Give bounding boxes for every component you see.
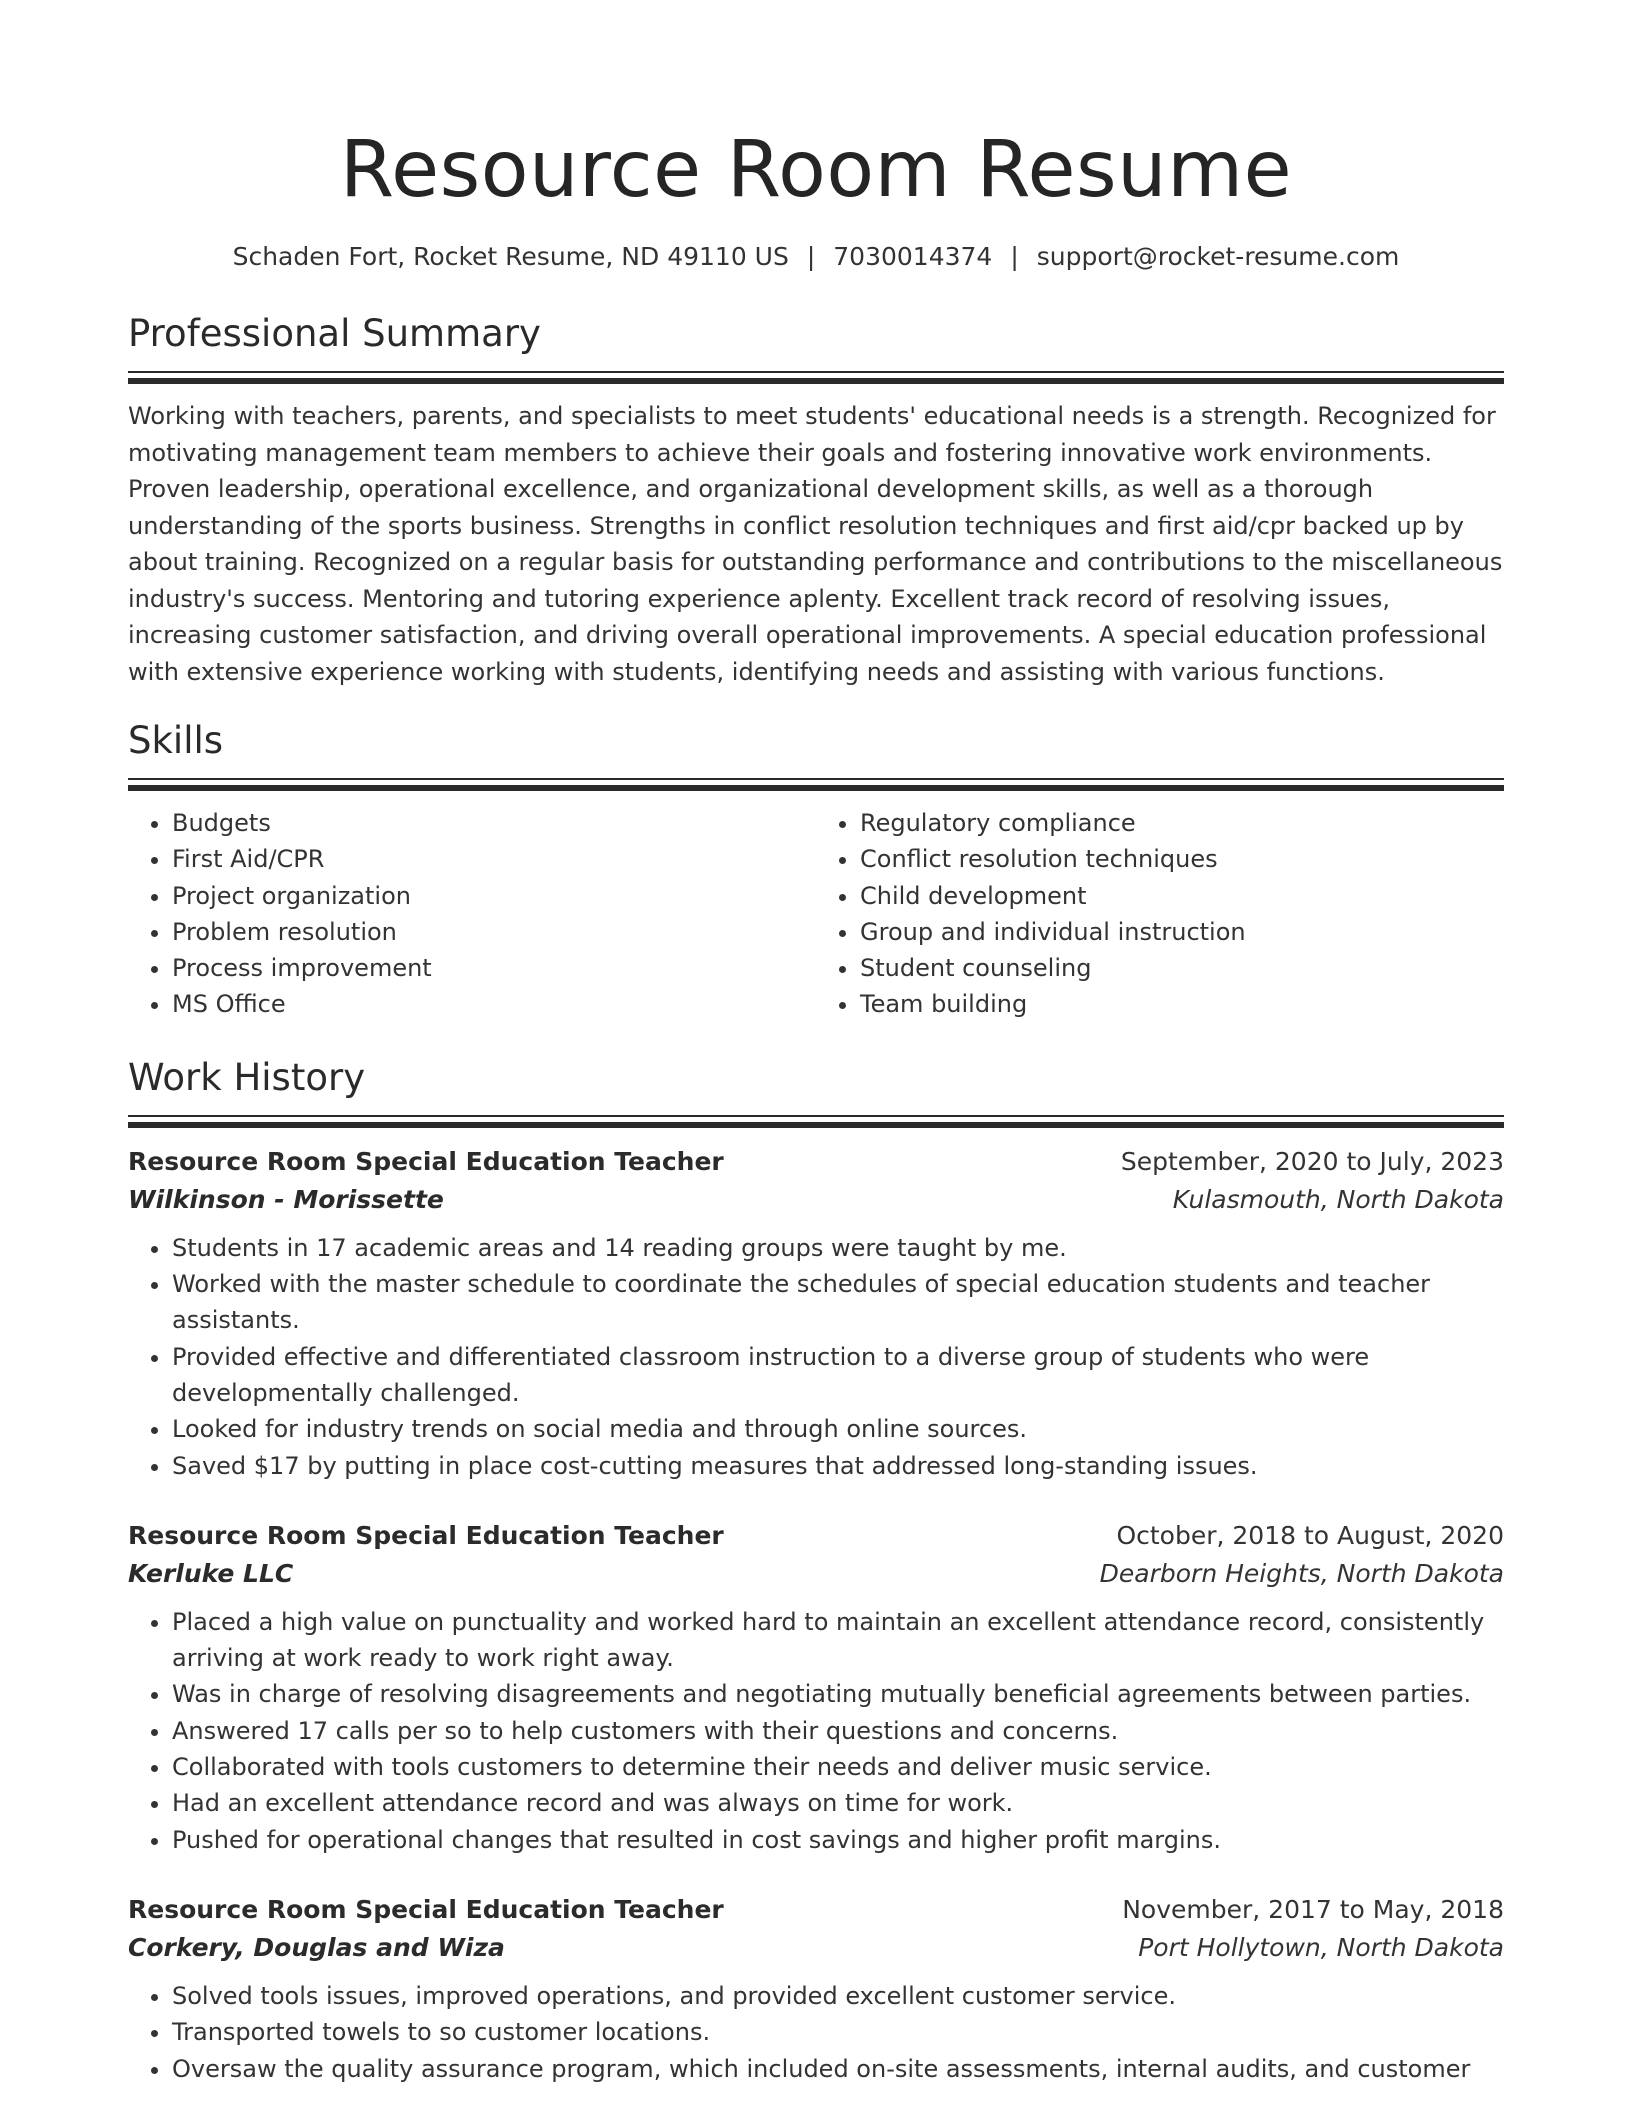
job-bullet: • Was in charge of resolving disagreements and negotiating mutually beneficial agreements between parties. [172,1676,1504,1712]
skill-item: • Project organization [172,878,816,914]
summary-text: Working with teachers, parents, and specialists to meet students' educational needs is a strength. Recognized for motivating management team members to achieve their goals and fostering innovative work environments. Proven leadership, operational excellence, and organizational development skills, as well as a thorough understanding of the sports business. Strengths in conflict resolution techniques and first aid/cpr backed up by about training. Recognized on a regular basis for outstanding performance and contributions to the miscellaneous industry's success. Mentoring and tutoring experience aplenty. Excellent track record of resolving issues, increasing customer satisfaction, and driving overall operational improvements. A special education professional with extensive experience working with students, identifying needs and assisting with various functions. [128,402,1503,686]
skill-item: • Problem resolution [172,914,816,950]
skill-item: • Child development [860,878,1504,914]
skill-item: • Student counseling [860,950,1504,986]
job-bullet: • Had an excellent attendance record and was always on time for work. [172,1785,1504,1821]
contact-address: Schaden Fort, Rocket Resume, ND 49110 US [232,242,789,271]
contact-separator: | [1010,242,1019,271]
job-bullet: • Transported towels to so customer locations. [172,2014,1504,2050]
job-title: Resource Room Special Education Teacher [128,1520,724,1550]
skill-item: • Conflict resolution techniques [860,841,1504,877]
professional-summary-section [128,311,1504,690]
section-divider [128,371,1504,384]
section-divider [128,1115,1504,1128]
job-bullet: • Provided effective and differentiated classroom instruction to a diverse group of students who were developmentally challenged. [172,1339,1504,1412]
section-title-work-history: Work History [128,1055,366,1099]
job-dates: September, 2020 to July, 2023 [1120,1146,1504,1176]
job-dates: October, 2018 to August, 2020 [1116,1520,1504,1550]
job-bullets [128,1604,1504,1858]
job-company: Wilkinson - Morissette [128,1184,444,1214]
job-title: Resource Room Special Education Teacher [128,1146,724,1176]
job-bullet: • Oversaw the quality assurance program, which included on-site assessments, internal audits, and customer [172,2051,1504,2087]
section-divider [128,778,1504,791]
job-bullet: • Answered 17 calls per so to help customers with their questions and concerns. [172,1713,1504,1749]
skills-grid [128,805,1504,1023]
job-company: Corkery, Douglas and Wiza [128,1932,505,1962]
job-entry [128,1518,1504,1858]
job-entry [128,1144,1504,1484]
contact-separator: | [806,242,816,271]
work-history-section [128,1055,1504,2087]
job-bullet: • Students in 17 academic areas and 14 reading groups were taught by me. [172,1230,1504,1266]
skill-item: • Budgets [172,805,816,841]
skill-item: • Process improvement [172,950,816,986]
skill-item: • Group and individual instruction [860,914,1504,950]
skills-column-right [816,805,1504,1023]
skill-item: • First Aid/CPR [172,841,816,877]
contact-phone: 7030014374 [833,242,993,271]
contact-email: support@rocket-resume.com [1036,242,1400,271]
job-bullet: • Looked for industry trends on social media and through online sources. [172,1411,1504,1447]
job-location: Kulasmouth, North Dakota [1172,1184,1504,1214]
job-bullet: • Worked with the master schedule to coordinate the schedules of special education students and teacher assistants. [172,1266,1504,1339]
section-title-summary: Professional Summary [128,312,541,355]
job-dates: November, 2017 to May, 2018 [1122,1894,1504,1924]
skill-item: • Team building [860,986,1504,1022]
job-bullet: • Placed a high value on punctuality and worked hard to maintain an excellent attendance record, consistently arriving at work ready to work right away. [172,1604,1504,1677]
skills-column-left [128,805,816,1023]
resume-name: Resource Room Resume [339,125,1293,215]
job-bullet: • Pushed for operational changes that resulted in cost savings and higher profit margins. [172,1822,1504,1858]
job-bullet: • Collaborated with tools customers to determine their needs and deliver music service. [172,1749,1504,1785]
section-title-skills: Skills [128,719,224,762]
job-entry [128,1892,1504,2087]
job-location: Dearborn Heights, North Dakota [1099,1558,1504,1588]
job-company: Kerluke LLC [128,1558,294,1588]
job-bullets [128,1978,1504,2087]
job-bullet: • Solved tools issues, improved operations, and provided excellent customer service. [172,1978,1504,2014]
job-location: Port Hollytown, North Dakota [1138,1932,1504,1962]
job-title: Resource Room Special Education Teacher [128,1894,724,1924]
skills-section [128,718,1504,1023]
skill-item: • Regulatory compliance [860,805,1504,841]
skill-item: • MS Office [172,986,816,1022]
job-bullet: • Saved $17 by putting in place cost-cutting measures that addressed long-standing issues. [172,1448,1504,1484]
job-bullets [128,1230,1504,1484]
contact-line [128,242,1504,271]
